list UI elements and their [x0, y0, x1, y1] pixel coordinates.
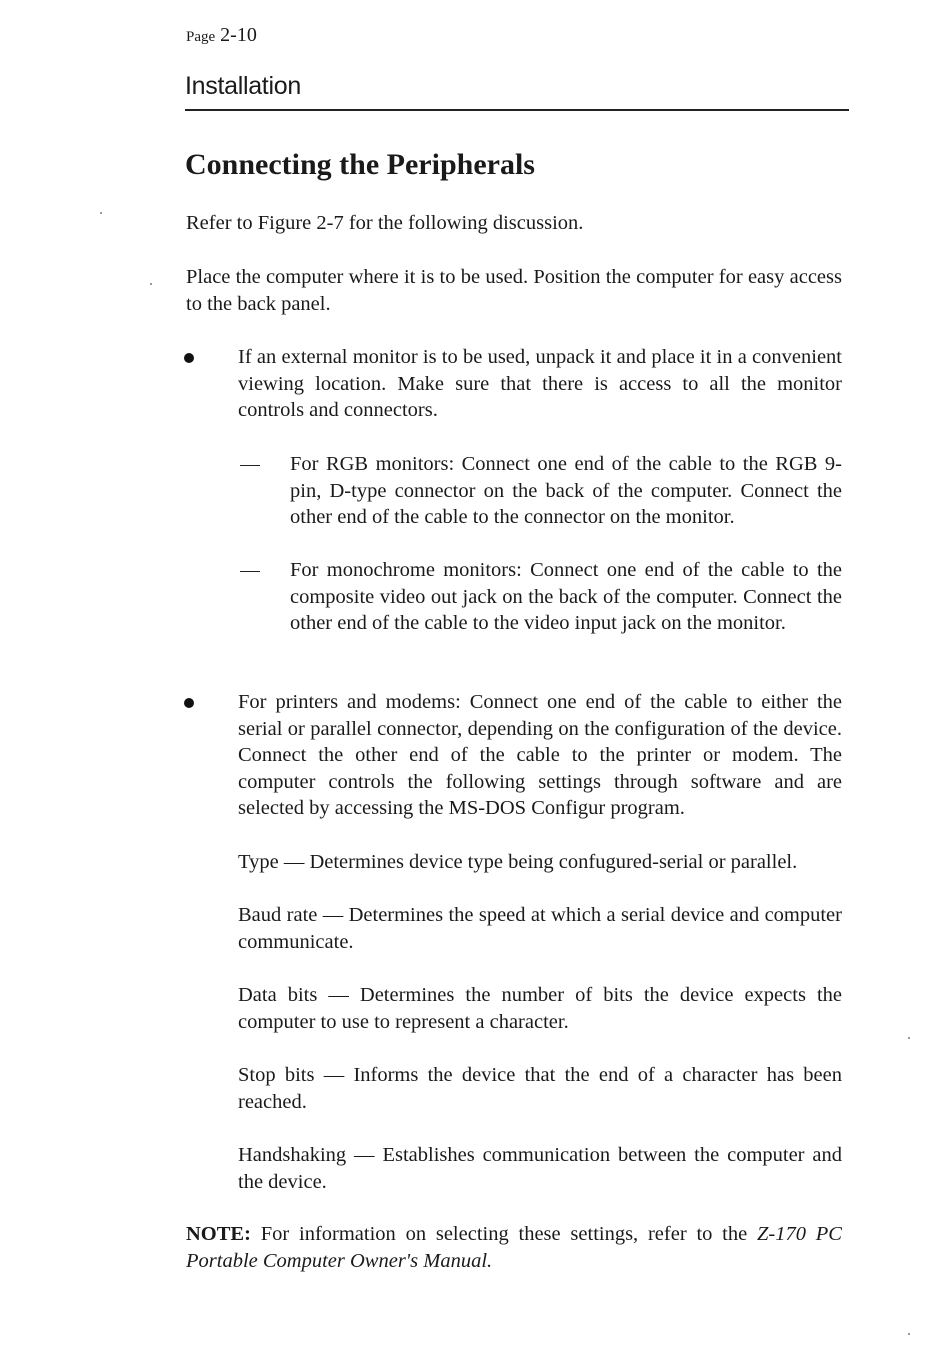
page-word: Page: [186, 29, 216, 45]
manual-title: Z-170 PC Portable Computer Owner's Manual.: [186, 1223, 842, 1272]
bullet-printers-modems: For printers and modems: Connect one end of the cable to either the serial or parallel connector, depending on the configuration of the device. Connect the other end of the cable to the printer or modem. The computer controls the following settings through software and are selected by accessing the MS-DOS Configur program.: [238, 691, 842, 819]
bullet-monitor: If an external monitor is to be used, unpack it and place it in a convenient viewing location. Make sure that there is access to all the monitor controls and connectors.: [238, 346, 842, 421]
setting-baud-rate: Baud rate — Determines the speed at which a serial device and computer communicate.: [238, 904, 842, 953]
scan-speck: [150, 283, 152, 285]
subitem-monochrome: For monochrome monitors: Connect one end of the cable to the composite video out jack on the back of the computer. Connect the other end of the cable to the video input jack on the monitor.: [290, 559, 842, 634]
section-heading: Installation: [185, 72, 301, 100]
dash-icon: [240, 465, 260, 466]
scan-speck: [100, 212, 102, 214]
setting-type: Type — Determines device type being confugured-serial or parallel.: [238, 851, 798, 873]
page-number: [186, 24, 257, 47]
intro-paragraph-2: Place the computer where it is to be used. Position the computer for easy access to the back panel.: [186, 266, 842, 315]
setting-data-bits: Data bits — Determines the number of bits the device expects the computer to use to represent a character.: [238, 984, 842, 1033]
scan-speck: [908, 1037, 910, 1039]
note-label: NOTE:: [186, 1223, 251, 1245]
intro-paragraph-1: Refer to Figure 2-7 for the following discussion.: [186, 212, 584, 234]
bullet-icon: [184, 698, 194, 708]
setting-handshaking: Handshaking — Establishes communication between the computer and the device.: [238, 1144, 842, 1193]
bullet-icon: [184, 353, 194, 363]
scan-speck: [908, 1333, 910, 1335]
dash-icon: [240, 571, 260, 572]
page-title: Connecting the Peripherals: [185, 148, 535, 181]
note-paragraph: [186, 1221, 842, 1274]
header-divider: [185, 109, 849, 111]
page-number-value: 2-10: [220, 24, 257, 46]
note-text: For information on selecting these settings, refer to the: [250, 1223, 758, 1245]
subitem-rgb: For RGB monitors: Connect one end of the cable to the RGB 9-pin, D-type connector on the back of the computer. Connect the other end of the cable to the connector on the monitor.: [290, 453, 842, 528]
setting-stop-bits: Stop bits — Informs the device that the end of a character has been reached.: [238, 1064, 842, 1113]
